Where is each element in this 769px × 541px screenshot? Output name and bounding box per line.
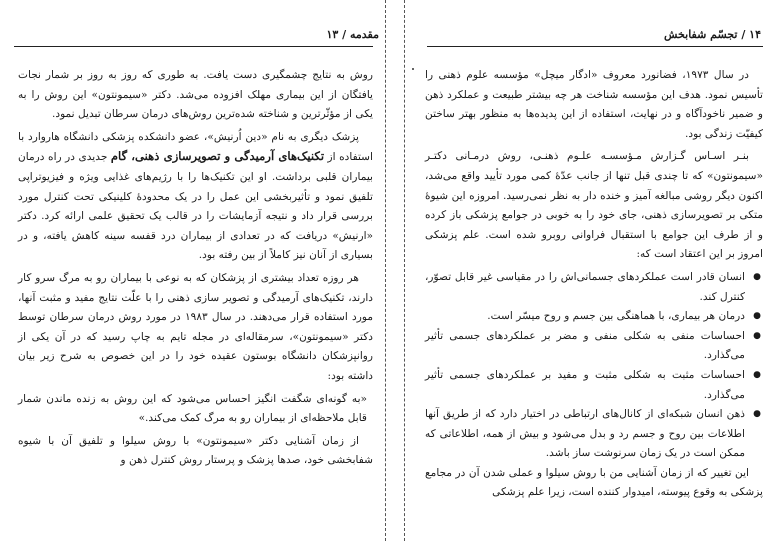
belief-list [425,268,763,464]
right-page [405,0,769,541]
header-title-left: مقدمه [349,28,379,41]
paragraph: در سال ۱۹۷۳، فضانورد معروف «ادگار میچل» مؤسسه علوم ذهنی را تأسیس نمود. هدف این مؤسسه شناخت هر چه بیشتر طبیعت و عملکرد ذهن و ضمیر ناخودآگاه و در نهایت، استفاده از این پدیده‌ها به منظور بهتر ساختن کیفیّت زندگی بود. [425,69,763,140]
speck [412,68,414,70]
paragraph: بنـر اسـاس گـزارش مـؤسسـه علـوم ذهنـی، روش درمـانی دکتـر «سیمونتون» که تا چندی قبل تنها از جانب عدّه‌ٔ کمی مورد تأیید واقع می‌شد، اکنون دیگر روشی مبالغه آمیز و خنده دار به نظر نمی‌رسید. امروزه این شیوهٔ متکی بر تصویرسازی ذهنی، جای خود را به خوبی در جوامع پزشکی باز کرده و از طرف این جوامع با استقبال فراوانی روبرو شده است. علم پزشکی امروز بر این اعتقاد است که: [425,150,763,261]
paragraph: این تغییر که از زمان آشنایی من با روش سیلوا و عملی شدن آن در مجامع پزشکی به وقوع پیوسته، امیدوار کننده است، زیرا علم پزشکی [425,466,763,499]
page-number-right: ۱۴ / [741,28,761,41]
paragraph: روش به نتایج چشمگیری دست یافت. به طوری که روز به روز بر شمار نجات یافتگان از این بیماری مهلک افزوده می‌شد. دکتر «سیمونتون» این روش را به یکی از مؤثّرترین و شناخته شده‌ترین روش‌های درمان سرطان تبدیل نمود. [18,69,373,121]
page-body-right [425,66,763,506]
list-item: ● ذهن انسان شبکه‌ای از کانال‌های ارتباطی در اختیار دارد که از طریق آنها اطلاعات بین روح و جسم رد و بدل می‌شود و بیش از همه، اطلاعاتی که ممکن است در یک زمان سرنوشت ساز باشد. [425,405,761,464]
block-quote: «به گونه‌ای شگفت انگیز احساس می‌شود که این روش به زنده ماندن شمار قابل ملاحظه‌ای از بیماران رو به مرگ کمک می‌کند.» [18,392,367,425]
book-gutter [385,0,405,541]
paragraph [18,128,373,266]
page-number-left: / ۱۳ [326,28,347,41]
paragraph-text: پزشک دیگری به نام «دین اُرنیش»، عضو دانشکده پزشکی دانشگاه هاروارد با استفاده از [18,130,373,164]
header-rule [14,46,373,47]
paragraph: هر روزه تعداد بیشتری از پزشکان که به نوعی با بیماران رو به مرگ سرو کار دارند، تکنیک‌های آرمیدگی و تصویر سازی ذهنی را با علّت نتایج مفید و مثبت آنها، مورد استفاده قرار می‌دهند. در سال ۱۹۸۳ در مورد روش درمان سرطان توسط دکتر «سیمونتون»، سرمقاله‌ای در مجله تایم به چاپ رسید که در آن یکی از روانپزشکان دانشگاه بوستون عقیده خود را در این خصوص به شرح زیر بیان داشته بود: [18,271,374,382]
emphasis-text: تکنیک‌های آرمیدگی و تصویرسازی ذهنی، گام [110,149,325,164]
list-item: ● احساسات مثبت به شکلی مثبت و مفید بر عملکردهای جسمی تأثیر می‌گذارد. [425,366,761,405]
header-title-right: تجسّم شفابخش [664,28,738,41]
running-header-right [664,28,761,41]
running-header-left [326,28,379,41]
paragraph-text: جدیدی در راه درمان بیماران قلبی برداشت. او این تکنیک‌ها را با رژیم‌های غذایی ویژه و فیزیوتراپی تلفیق نمود و تأثیربخشی این عمل را در یک محدودهٔ کلینیکی تحت کنترل مورد بررسی قرار داد و نتیجه آزمایشات را در قالب یک تحقیق علمی ارائه کرد. دکتر «ارنیش» دریافت که در تعدادی از بیماران درد قفسه سینه کاهش یافته، و در بسیاری از آنان نیز کاملاً از بین رفته بود. [18,151,373,262]
list-item: ● انسان قادر است عملکردهای جسمانی‌اش را در مقیاسی غیر قابل تصوّر، کنترل کند. [425,268,761,307]
header-rule [427,46,763,47]
list-item: ● احساسات منفی به شکلی منفی و مضر بر عملکردهای جسمی تأثیر می‌گذارد. [425,327,761,366]
page-body-left [18,66,373,474]
list-item: ● درمان هر بیماری، با هماهنگی بین جسم و روح میسّر است. [425,307,761,327]
paragraph: از زمان آشنایی دکتر «سیمونتون» با روش سیلوا و تلفیق آن با شیوه شفابخشی خود، صدها پزشک و پرستار روش کنترل ذهن و [18,434,373,467]
